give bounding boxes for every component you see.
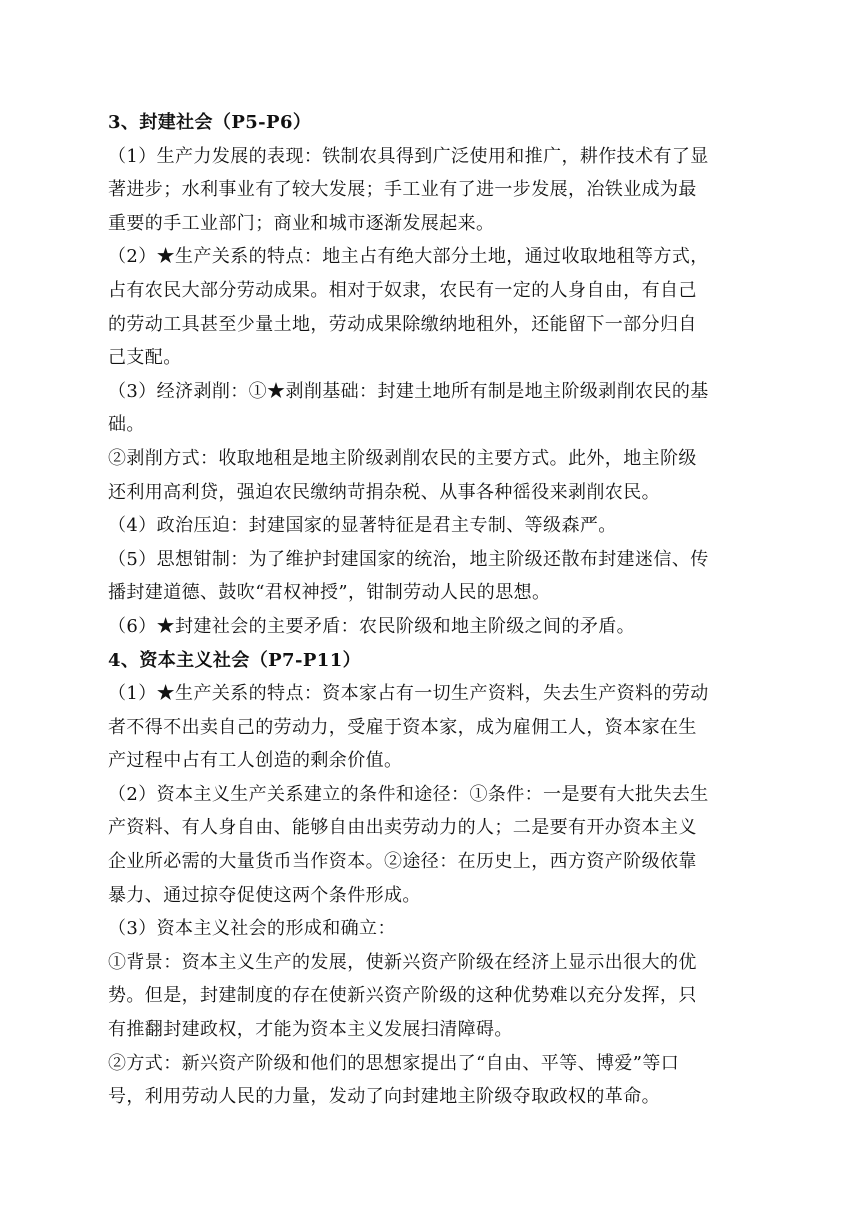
text-line: 者不得不出卖自己的劳动力，受雇于资本家，成为雇佣工人，资本家在生 (108, 716, 697, 738)
text-line: 还利用高利贷，强迫农民缴纳苛捐杂税、从事各种徭役来剥削农民。 (108, 481, 660, 503)
text-line: 势。但是，封建制度的存在使新兴资产阶级的这种优势难以充分发挥，只 (108, 985, 697, 1007)
text-line: （2）★生产关系的特点：地主占有绝大部分土地，通过收取地租等方式， (108, 246, 709, 268)
text-line: （4）政治压迫：封建国家的显著特征是君主专制、等级森严。 (108, 515, 617, 537)
text-line: 播封建道德、鼓吹“君权神授”，钳制劳动人民的思想。 (108, 582, 551, 604)
document-page (108, 106, 758, 1114)
text-line: （2）资本主义生产关系建立的条件和途径：①条件：一是要有大批失去生 (108, 783, 709, 805)
text-line: 企业所必需的大量货币当作资本。②途径：在历史上，西方资产阶级依靠 (108, 851, 697, 873)
text-line: 础。 (108, 414, 145, 436)
text-line: 占有农民大部分劳动成果。相对于奴隶，农民有一定的人身自由，有自己 (108, 279, 697, 301)
text-line: ②剥削方式：收取地租是地主阶级剥削农民的主要方式。此外，地主阶级 (108, 447, 697, 469)
text-line: （1）★生产关系的特点：资本家占有一切生产资料，失去生产资料的劳动 (108, 683, 709, 705)
text-line: 的劳动工具甚至少量土地，劳动成果除缴纳地租外，还能留下一部分归自 (108, 313, 697, 335)
section-heading: 3、封建社会（P5-P6） (108, 112, 312, 133)
text-line: （3）经济剥削：①★剥削基础：封建土地所有制是地主阶级剥削农民的基 (108, 380, 709, 402)
text-line: 产过程中占有工人创造的剩余价值。 (108, 750, 403, 772)
text-line: ②方式：新兴资产阶级和他们的思想家提出了“自由、平等、博爱”等口 (108, 1052, 680, 1074)
text-line: 有推翻封建政权，才能为资本主义发展扫清障碍。 (108, 1019, 513, 1041)
text-line: ①背景：资本主义生产的发展，使新兴资产阶级在经济上显示出很大的优 (108, 951, 697, 973)
text-line: （5）思想钳制：为了维护封建国家的统治，地主阶级还散布封建迷信、传 (108, 548, 709, 570)
text-line: 号，利用劳动人民的力量，发动了向封建地主阶级夺取政权的革命。 (108, 1086, 660, 1108)
section-heading: 4、资本主义社会（P7-P11） (108, 649, 362, 671)
text-line: 重要的手工业部门；商业和城市逐渐发展起来。 (108, 212, 495, 234)
text-line: 暴力、通过掠夺促使这两个条件形成。 (108, 884, 421, 906)
text-line: （3）资本主义社会的形成和确立： (108, 918, 396, 940)
text-line: 产资料、有人身自由、能够自由出卖劳动力的人；二是要有开办资本主义 (108, 817, 697, 839)
text-line: （1）生产力发展的表现：铁制农具得到广泛使用和推广，耕作技术有了显 (108, 145, 709, 167)
text-line: 著进步；水利事业有了较大发展；手工业有了进一步发展，冶铁业成为最 (108, 179, 697, 201)
text-line: 己支配。 (108, 347, 182, 369)
text-line: （6）★封建社会的主要矛盾：农民阶级和地主阶级之间的矛盾。 (108, 615, 636, 637)
